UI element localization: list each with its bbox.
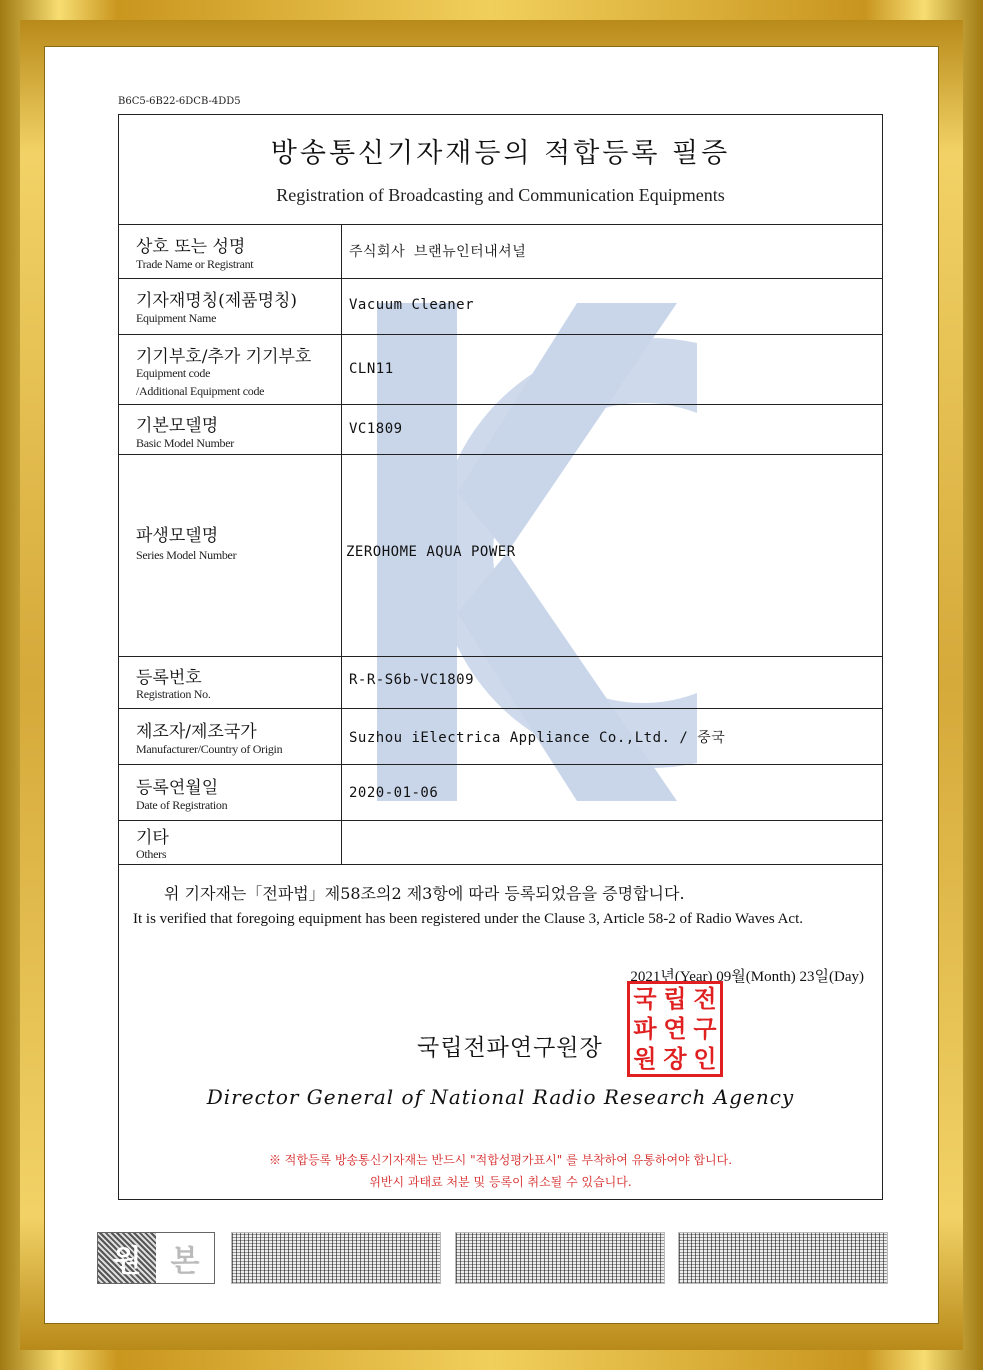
seal-char: 원 — [633, 1045, 657, 1073]
seal-char: 인 — [693, 1045, 717, 1073]
label-ko: 제조자/제조국가 — [136, 722, 257, 742]
certificate-table — [118, 114, 883, 1200]
label-en: Others — [136, 847, 167, 861]
row-value: Suzhou iElectrica Appliance Co.,Ltd. / 중국 — [349, 730, 726, 746]
row-others — [119, 821, 882, 865]
label-ko: 파생모델명 — [136, 526, 219, 546]
seal-char: 파 — [633, 1015, 657, 1043]
label-ko: 등록번호 — [136, 668, 202, 688]
original-stamp — [97, 1232, 215, 1284]
row-equipment-name — [119, 279, 882, 335]
seal-char: 연 — [663, 1015, 687, 1043]
security-pattern-3 — [678, 1232, 888, 1284]
row-trade-name — [119, 225, 882, 279]
label-en-2: /Additional Equipment code — [136, 384, 265, 398]
document-id: B6C5-6B22-6DCB-4DD5 — [118, 96, 241, 107]
row-registration-no — [119, 657, 882, 709]
seal-char: 구 — [693, 1015, 717, 1043]
row-value: Vacuum Cleaner — [349, 297, 475, 313]
row-label — [119, 765, 342, 820]
notice-line-1: ※ 적합등록 방송통신기자재는 반드시 "적합성평가표시" 를 부착하여 유통하여야 합니다. — [268, 1153, 733, 1167]
row-label — [119, 405, 342, 454]
row-label — [119, 455, 342, 656]
row-label — [119, 709, 342, 764]
label-en: Series Model Number — [136, 548, 237, 562]
seal-char: 립 — [663, 985, 687, 1013]
label-en: Trade Name or Registrant — [136, 257, 254, 271]
label-ko: 기타 — [136, 828, 169, 848]
stamp-left-char: 원 — [98, 1233, 156, 1283]
title-korean: 방송통신기자재등의 적합등록 필증 — [270, 138, 731, 169]
security-pattern-1 — [231, 1232, 441, 1284]
statement-english: It is verified that foregoing equipment has been registered under the Clause 3, Article 58-2 of Radio Waves Act. — [133, 911, 803, 927]
row-value: 2020-01-06 — [349, 785, 439, 801]
label-en: Registration No. — [136, 687, 211, 701]
row-label — [119, 335, 342, 404]
official-seal — [627, 981, 723, 1077]
row-basic-model — [119, 405, 882, 455]
row-label — [119, 657, 342, 708]
row-equipment-code — [119, 335, 882, 405]
row-label — [119, 821, 342, 864]
security-pattern-2 — [455, 1232, 665, 1284]
label-en: Equipment Name — [136, 311, 217, 325]
row-value: ZEROHOME AQUA POWER — [346, 544, 516, 560]
row-label — [119, 225, 342, 278]
issuer-english: Director General of National Radio Research Agency — [206, 1085, 795, 1109]
label-ko: 등록연월일 — [136, 778, 219, 798]
label-en: Basic Model Number — [136, 436, 234, 450]
row-value: 주식회사 브랜뉴인터내셔널 — [349, 244, 527, 260]
title-english: Registration of Broadcasting and Communication Equipments — [276, 185, 725, 205]
stamp-right-char: 본 — [156, 1233, 214, 1283]
seal-char: 장 — [663, 1045, 687, 1073]
label-en: Equipment code — [136, 366, 211, 380]
seal-char: 전 — [693, 985, 717, 1013]
label-en: Manufacturer/Country of Origin — [136, 742, 283, 756]
label-en: Date of Registration — [136, 798, 228, 812]
row-manufacturer — [119, 709, 882, 765]
statement-korean: 위 기자재는「전파법」제58조의2 제3항에 따라 등록되었음을 증명합니다. — [164, 884, 685, 903]
row-series-model — [119, 455, 882, 657]
row-label — [119, 279, 342, 334]
label-ko: 상호 또는 성명 — [136, 237, 246, 257]
row-value: R-R-S6b-VC1809 — [349, 672, 475, 688]
issuer-korean: 국립전파연구원장 — [417, 1035, 603, 1061]
notice-line-2: 위반시 과태료 처분 및 등록이 취소될 수 있습니다. — [369, 1175, 632, 1189]
row-registration-date — [119, 765, 882, 821]
certificate-header — [119, 115, 882, 225]
seal-char: 국 — [633, 985, 657, 1013]
issue-date: 2021년(Year) 09월(Month) 23일(Day) — [630, 969, 864, 985]
label-ko: 기기부호/추가 기기부호 — [136, 347, 312, 367]
label-ko: 기자재명칭(제품명칭) — [136, 291, 298, 311]
label-ko: 기본모델명 — [136, 416, 219, 436]
row-value: VC1809 — [349, 421, 403, 437]
row-value: CLN11 — [349, 361, 394, 377]
